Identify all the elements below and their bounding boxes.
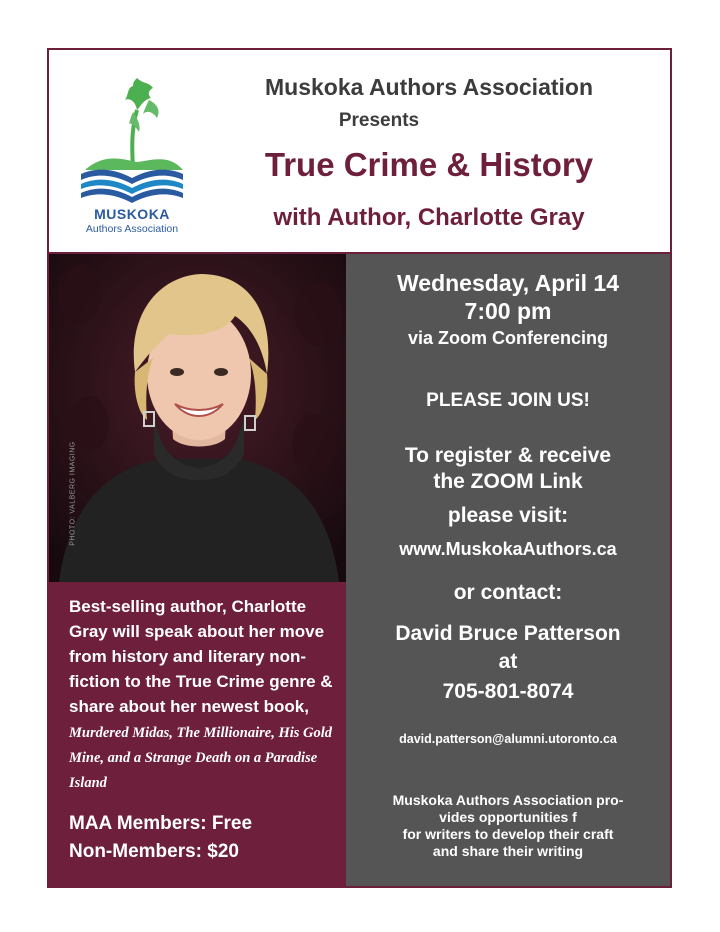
maa-logo: [77, 70, 187, 235]
footer-line-1: Muskoka Authors Association pro-: [392, 792, 624, 808]
footer-line-3: for writers to develop their craft: [402, 826, 614, 842]
author-bio: [69, 594, 335, 794]
contact-label: or contact:: [453, 581, 563, 604]
author-photo: [49, 254, 346, 582]
event-details-panel: [346, 254, 670, 886]
event-time: 7:00 pm: [464, 298, 552, 324]
members-price: MAA Members: Free: [69, 813, 253, 834]
event-subtitle: with Author, Charlotte Gray: [273, 204, 585, 231]
contact-email[interactable]: david.patterson@alumni.utoronto.ca: [399, 732, 617, 746]
logo-name: MUSKOKA: [94, 206, 170, 222]
presents-label: Presents: [338, 110, 420, 131]
visit-label: please visit:: [447, 504, 569, 527]
event-platform: via Zoom Conferencing: [407, 328, 609, 348]
tree-book-logo-icon: [77, 70, 187, 205]
association-footer: [346, 792, 670, 860]
event-date: Wednesday, April 14: [397, 270, 619, 296]
photo-credit: PHOTO: VALBERG IMAGING: [69, 441, 77, 546]
contact-at: at: [498, 650, 518, 673]
register-line-1: To register & receive: [404, 444, 612, 467]
event-title: True Crime & History: [264, 146, 594, 183]
bio-text: Best-selling author, Charlotte Gray will speak about her move from history and literary non-fiction to the True Crime genre & share about her newest book,: [69, 597, 333, 716]
register-line-2: the ZOOM Link: [433, 470, 583, 493]
book-title: Murdered Midas, The Millionaire, His Gold Mine, and a Strange Death on a Paradise Island: [69, 725, 333, 791]
join-us-text: PLEASE JOIN US!: [426, 390, 590, 411]
pricing: [69, 810, 252, 866]
org-name: Muskoka Authors Association: [264, 74, 594, 100]
footer-line-2: vides opportunities f: [439, 809, 577, 825]
logo-tagline: Authors Association: [85, 223, 179, 235]
contact-name: David Bruce Patterson: [395, 622, 621, 645]
website-link[interactable]: www.MuskokaAuthors.ca: [399, 539, 617, 559]
bio-panel: [49, 582, 346, 886]
non-members-price: Non-Members: $20: [69, 841, 239, 862]
poster-header: [49, 50, 670, 254]
author-portrait-image: [49, 254, 346, 582]
event-poster: [47, 48, 672, 888]
contact-phone[interactable]: 705-801-8074: [442, 680, 574, 703]
footer-line-4: and share their writing: [432, 843, 584, 859]
